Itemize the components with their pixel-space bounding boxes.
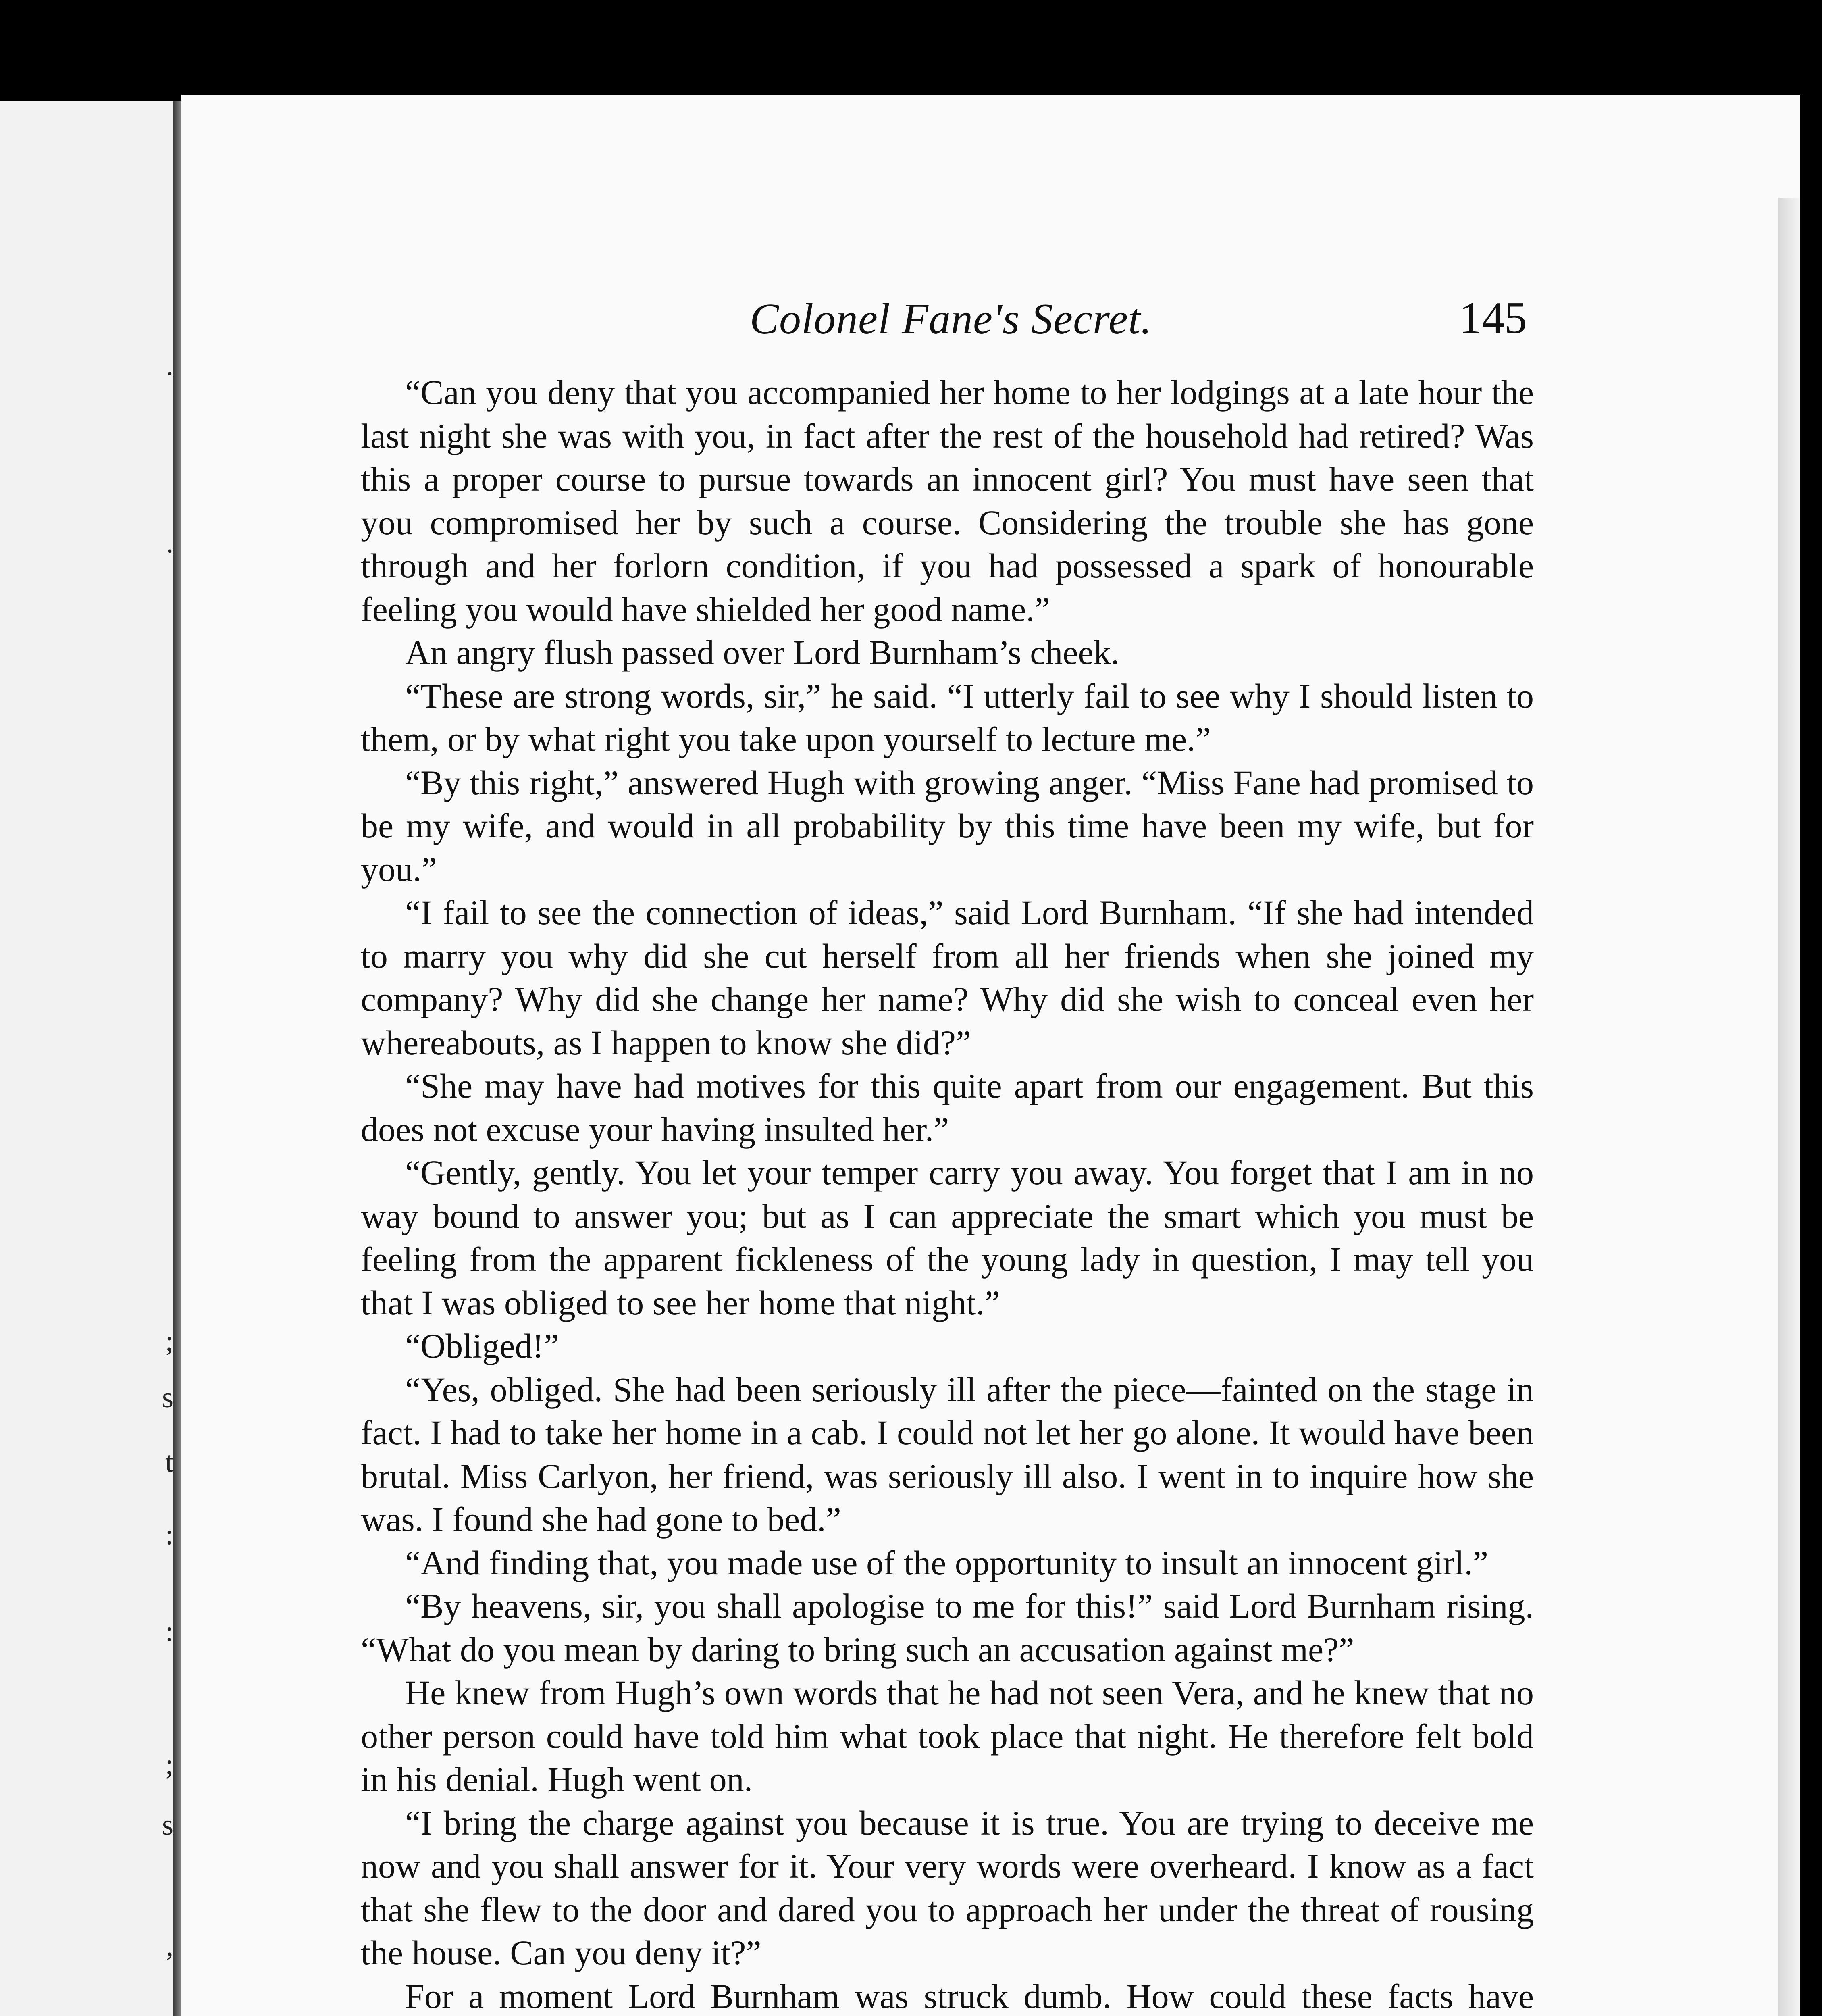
paragraph: “By this right,” answered Hugh with growing anger. “Miss Fane had promised to be my wife, and would in all probability by this time have been my wife, but for you.” — [361, 763, 1534, 889]
body-text — [361, 371, 1534, 2016]
paragraph: “Obliged!” — [405, 1327, 559, 1365]
paragraph: “By heavens, sir, you shall apologise to me for this!” said Lord Burnham rising. “What do you mean by daring to bring such an accusation against me?” — [361, 1587, 1534, 1669]
paragraph: “Can you deny that you accompanied her home to her lodgings at a late hour the last night she was with you, in fact after the rest of the household had retired? Was this a proper course to pursue towards an innocent girl? You must have seen that you compromised her by such a course. Considering the trouble she has gone through and her forlorn condition, if you had possessed a spark of honourable feeling you would have shielded her good name.” — [361, 373, 1534, 629]
facing-page-mark: . — [166, 349, 173, 381]
facing-page-mark: ; — [165, 1748, 173, 1781]
page-edge — [1778, 198, 1800, 2016]
paragraph: An angry flush passed over Lord Burnham’s cheek. — [405, 633, 1120, 672]
facing-page-mark: t — [165, 1446, 173, 1478]
facing-page-mark: ; — [165, 1325, 173, 1357]
paragraph: “Gently, gently. You let your temper carry you away. You forget that I am in no way bound to answer you; but as I can appreciate the smart which you must be feeling from the apparent fickleness of the young lady in question, I may tell you that I was obliged to see her home that night.” — [361, 1153, 1534, 1322]
facing-page-mark: : — [165, 1518, 173, 1551]
facing-page-marks — [0, 101, 177, 2016]
paragraph: “I fail to see the connection of ideas,” said Lord Burnham. “If she had intended to marry you why did she cut herself from all her friends when she joined my company? Why did she change her name? Why did she wish to conceal even her whereabouts, as I happen to know she did?” — [361, 893, 1534, 1062]
paragraph: For a moment Lord Burnham was struck dumb. How could these facts have — [405, 1976, 1534, 2016]
facing-page-mark: : — [165, 1615, 173, 1647]
paragraph: “These are strong words, sir,” he said. “I utterly fail to see why I should listen to them, or by what right you take upon yourself to lecture me.” — [361, 676, 1534, 758]
facing-page-mark: , — [166, 1930, 173, 1962]
paragraph: “Yes, obliged. She had been seriously ill after the piece—fainted on the stage in fact. I had to take her home in a cab. I could not let her go alone. It would have been brutal. Miss Carlyon, her friend, was seriously ill also. I went in to inquire how she was. I found she had gone to bed.” — [361, 1370, 1534, 1539]
paragraph: He knew from Hugh’s own words that he had not seen Vera, and he knew that no other person could have told him what took place that night. He therefore felt bold in his denial. Hugh went on. — [361, 1673, 1534, 1799]
page-number: 145 — [1459, 293, 1527, 343]
running-head: Colonel Fane's Secret. — [750, 295, 1152, 343]
facing-page-mark: s — [162, 1381, 173, 1414]
paragraph: “I bring the charge against you because it is true. You are trying to deceive me now and you shall answer for it. Your very words were overheard. I know as a fact that she flew to the door and dared you to approach her under the threat of rousing the house. Can you deny it?” — [361, 1803, 1534, 1972]
paragraph: “And finding that, you made use of the opportunity to insult an innocent girl.” — [405, 1543, 1488, 1582]
book-gutter — [173, 101, 181, 2016]
facing-page-mark: . — [166, 527, 173, 559]
facing-page-mark: s — [162, 1809, 173, 1841]
paragraph: “She may have had motives for this quite apart from our engagement. But this does not excuse your having insulted her.” — [361, 1066, 1534, 1149]
